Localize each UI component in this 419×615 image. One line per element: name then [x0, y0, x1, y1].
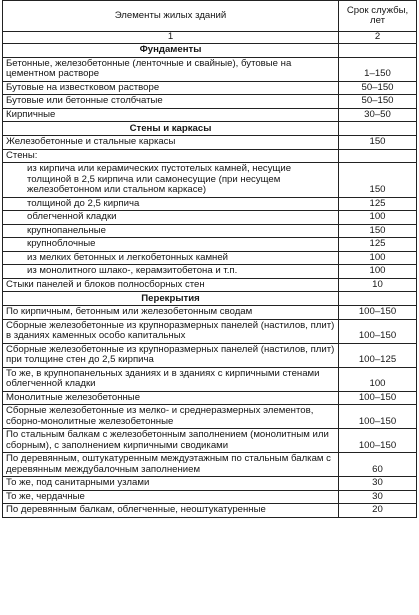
section-value-empty	[339, 122, 417, 136]
section-row	[3, 292, 417, 306]
table-row	[3, 453, 417, 477]
table-body	[3, 43, 417, 517]
element-label: Монолитные железобетонные	[3, 391, 339, 405]
service-life-value: 100–150	[339, 429, 417, 453]
service-life-value	[339, 149, 417, 163]
element-label: По деревянным балкам, облегченные, неоштукатуренные	[3, 504, 339, 518]
table-row	[3, 211, 417, 225]
service-life-value: 10	[339, 278, 417, 292]
element-label: Кирпичные	[3, 108, 339, 122]
element-label: Стены:	[3, 149, 339, 163]
service-life-value: 125	[339, 238, 417, 252]
column-number-1: 1	[3, 32, 339, 44]
section-title: Стены и каркасы	[3, 122, 339, 136]
table-row	[3, 197, 417, 211]
table-row	[3, 405, 417, 429]
service-life-value: 100	[339, 211, 417, 225]
section-value-empty	[339, 292, 417, 306]
table-row	[3, 238, 417, 252]
service-life-value: 100	[339, 367, 417, 391]
table-row	[3, 95, 417, 109]
element-label: Сборные железобетонные из крупноразмерных панелей (настилов, плит) при толщине стен до 2,5 кирпича	[3, 343, 339, 367]
service-life-value: 100	[339, 251, 417, 265]
element-label: То же, чердачные	[3, 490, 339, 504]
table-row	[3, 251, 417, 265]
service-life-table	[2, 0, 417, 518]
header-elements: Элементы жилых зданий	[3, 1, 339, 32]
table-row	[3, 81, 417, 95]
element-label: Бутовые на известковом растворе	[3, 81, 339, 95]
element-label: из кирпича или керамических пустотелых камней, несущие толщиной в 2,5 кирпича или самонесущие (при несущем железобетонном или стальном каркасе)	[3, 163, 339, 198]
service-life-value: 1–150	[339, 57, 417, 81]
service-life-value: 150	[339, 136, 417, 150]
element-label: Бетонные, железобетонные (ленточные и свайные), бутовые на цементном растворе	[3, 57, 339, 81]
section-row	[3, 43, 417, 57]
element-label: из мелких бетонных и легкобетонных камней	[3, 251, 339, 265]
element-label: Стыки панелей и блоков полносборных стен	[3, 278, 339, 292]
service-life-value: 100–125	[339, 343, 417, 367]
element-label: По стальным балкам с железобетонным заполнением (монолитным или сборным), с заполнением кирпичными сводиками	[3, 429, 339, 453]
element-label: То же, под санитарными узлами	[3, 477, 339, 491]
table-row	[3, 163, 417, 198]
element-label: из монолитного шлако-, керамзитобетона и т.п.	[3, 265, 339, 279]
element-label: Сборные железобетонные из крупноразмерных панелей (настилов, плит) в зданиях каменных особо капитальных	[3, 319, 339, 343]
section-row	[3, 122, 417, 136]
service-life-value: 150	[339, 224, 417, 238]
table-row	[3, 319, 417, 343]
table-row	[3, 57, 417, 81]
service-life-value: 100–150	[339, 405, 417, 429]
table-row	[3, 108, 417, 122]
table-row	[3, 477, 417, 491]
table-row	[3, 265, 417, 279]
section-value-empty	[339, 43, 417, 57]
table-row	[3, 306, 417, 320]
service-life-value: 60	[339, 453, 417, 477]
header-service-life: Срок службы, лет	[339, 1, 417, 32]
service-life-value: 125	[339, 197, 417, 211]
service-life-value: 20	[339, 504, 417, 518]
element-label: облегченной кладки	[3, 211, 339, 225]
element-label: Железобетонные и стальные каркасы	[3, 136, 339, 150]
element-label: толщиной до 2,5 кирпича	[3, 197, 339, 211]
service-life-value: 100–150	[339, 391, 417, 405]
service-life-value: 100–150	[339, 319, 417, 343]
service-life-value: 150	[339, 163, 417, 198]
table-row	[3, 367, 417, 391]
service-life-value: 30	[339, 490, 417, 504]
table-row	[3, 343, 417, 367]
element-label: крупнопанельные	[3, 224, 339, 238]
service-life-value: 30–50	[339, 108, 417, 122]
column-number-2: 2	[339, 32, 417, 44]
table-row	[3, 391, 417, 405]
table-row	[3, 149, 417, 163]
section-title: Фундаменты	[3, 43, 339, 57]
element-label: крупноблочные	[3, 238, 339, 252]
table-row	[3, 136, 417, 150]
element-label: Бутовые или бетонные столбчатые	[3, 95, 339, 109]
table-row	[3, 278, 417, 292]
service-life-value: 100	[339, 265, 417, 279]
element-label: Сборные железобетонные из мелко- и среднеразмерных элементов, сборно-монолитные железобетонные	[3, 405, 339, 429]
service-life-value: 30	[339, 477, 417, 491]
table-row	[3, 490, 417, 504]
element-label: По кирпичным, бетонным или железобетонным сводам	[3, 306, 339, 320]
service-life-value: 50–150	[339, 95, 417, 109]
table-row	[3, 429, 417, 453]
table-row	[3, 504, 417, 518]
service-life-value: 100–150	[339, 306, 417, 320]
service-life-value: 50–150	[339, 81, 417, 95]
element-label: То же, в крупнопанельных зданиях и в зданиях с кирпичными стенами облегченной кладки	[3, 367, 339, 391]
section-title: Перекрытия	[3, 292, 339, 306]
table-row	[3, 224, 417, 238]
element-label: По деревянным, оштукатуренным междуэтажным по стальным балкам с деревянным междубалочным заполнением	[3, 453, 339, 477]
